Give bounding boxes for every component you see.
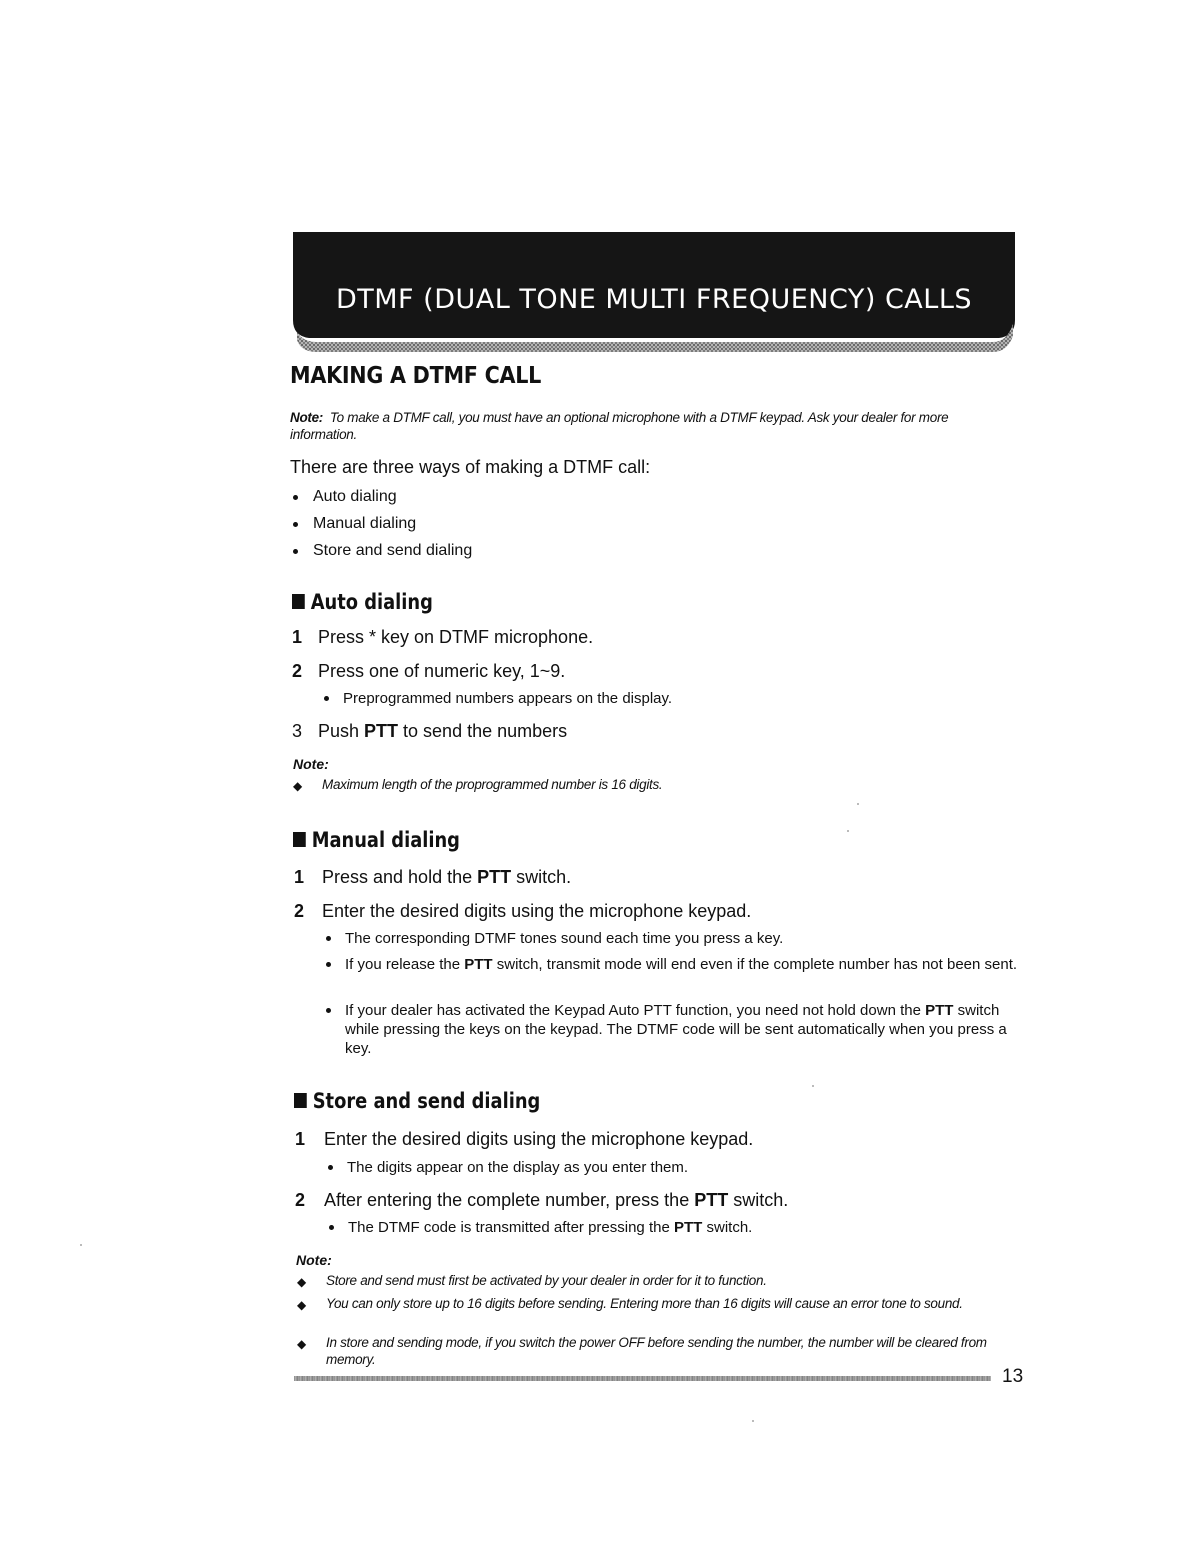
manual-step-1	[294, 867, 571, 888]
ways-list	[291, 486, 472, 567]
bullet-text: If your dealer has activated the Keypad Auto PTT function, you need not hold down the	[345, 1002, 926, 1019]
diamond-bullet-icon: ◆	[297, 1275, 306, 1289]
auto-step-1	[292, 627, 593, 648]
auto-bullet	[343, 689, 1003, 708]
bullet-icon	[326, 962, 331, 967]
bullet-text: switch while pressing the keys on the keypad. The DTMF code will be sent automatically when you press a key.	[345, 1002, 1007, 1057]
bullet-icon	[329, 1225, 334, 1230]
diamond-bullet-icon: ◆	[297, 1337, 306, 1351]
heading-text: Store and send dialing	[312, 1089, 541, 1113]
step-text: After entering the complete number, press the	[324, 1190, 695, 1210]
ptt-label: PTT	[925, 1002, 954, 1019]
scan-speck	[857, 803, 859, 805]
bullet-text: If you release the	[345, 956, 465, 973]
store-step-2	[295, 1190, 788, 1211]
list-item: Auto dialing	[291, 486, 472, 513]
bullet-text: The corresponding DTMF tones sound each time you press a key.	[345, 930, 784, 947]
square-bullet-icon	[294, 1093, 307, 1108]
store-note	[297, 1272, 1016, 1289]
note-text: In store and sending mode, if you switch the power OFF before sending the number, the number will be cleared from memory.	[326, 1335, 987, 1367]
step-text: Enter the desired digits using the microphone keypad.	[324, 1129, 754, 1149]
scan-speck	[80, 1244, 82, 1246]
diamond-bullet-icon: ◆	[297, 1298, 306, 1312]
step-text: Press and hold the	[322, 867, 478, 887]
diamond-bullet-icon: ◆	[293, 779, 302, 793]
store-bullet	[347, 1158, 1007, 1177]
step-number: 1	[294, 867, 305, 887]
banner-title: DTMF (DUAL TONE MULTI FREQUENCY) CALLS	[335, 284, 973, 315]
step-number: 2	[294, 901, 305, 921]
bullet-icon	[326, 1008, 331, 1013]
store-step-1	[295, 1129, 753, 1150]
step-number: 2	[292, 661, 303, 681]
step-text: Enter the desired digits using the microphone keypad.	[322, 901, 752, 921]
intro-text: There are three ways of making a DTMF call:	[290, 457, 651, 477]
bullet-text: The digits appear on the display as you enter them.	[347, 1159, 689, 1176]
store-dialing-heading	[294, 1089, 540, 1113]
step-text: switch.	[511, 867, 572, 887]
note-label: Note:	[293, 756, 329, 772]
footer-rule	[294, 1376, 991, 1381]
scan-speck	[752, 1420, 754, 1422]
note-text: To make a DTMF call, you must have an optional microphone with a DTMF keypad. Ask your dealer for more information.	[290, 410, 949, 442]
heading-text: Manual dialing	[311, 828, 460, 852]
step-text: Press one of numeric key, 1~9.	[318, 661, 566, 681]
note-text: You can only store up to 16 digits before sending. Entering more than 16 digits will cause an error tone to sound.	[326, 1296, 963, 1311]
ptt-label: PTT	[464, 956, 493, 973]
manual-dialing-heading	[293, 828, 460, 852]
section-title: MAKING A DTMF CALL	[290, 363, 542, 389]
scan-speck	[812, 1085, 814, 1087]
step-number: 1	[295, 1129, 306, 1149]
top-note	[290, 409, 1010, 443]
list-item: Store and send dialing	[291, 540, 472, 567]
step-number: 3	[292, 721, 303, 741]
ptt-label: PTT	[477, 867, 512, 887]
manual-bullet	[345, 1001, 1025, 1058]
bullet-icon	[324, 696, 329, 701]
scan-speck	[847, 830, 849, 832]
step-number: 2	[295, 1190, 306, 1210]
manual-bullet	[345, 929, 1025, 948]
step-text: Press * key on DTMF microphone.	[318, 627, 594, 647]
manual-step-2	[294, 901, 751, 922]
heading-text: Auto dialing	[310, 590, 433, 614]
list-item: Manual dialing	[291, 513, 472, 540]
ptt-label: PTT	[694, 1190, 729, 1210]
store-note	[297, 1334, 1016, 1368]
ptt-label: PTT	[364, 721, 399, 741]
square-bullet-icon	[293, 832, 306, 847]
note-text: Maximum length of the proprogrammed number is 16 digits.	[322, 777, 663, 792]
chapter-banner	[293, 232, 1015, 352]
bullet-text: switch, transmit mode will end even if the complete number has not been sent.	[492, 956, 1018, 973]
bullet-icon	[328, 1165, 333, 1170]
step-text: switch.	[728, 1190, 789, 1210]
bullet-text: The DTMF code is transmitted after pressing the	[348, 1219, 674, 1236]
ptt-label: PTT	[673, 1219, 703, 1236]
bullet-text: switch.	[702, 1219, 753, 1236]
auto-note	[293, 776, 1002, 793]
note-label: Note:	[296, 1252, 332, 1268]
note-text: Store and send must first be activated by your dealer in order for it to function.	[326, 1273, 767, 1288]
step-text: Push	[318, 721, 365, 741]
bullet-icon	[326, 936, 331, 941]
page-number: 13	[1002, 1366, 1024, 1387]
step-number: 1	[292, 627, 303, 647]
note-label: Note:	[290, 410, 323, 425]
bullet-text: Preprogrammed numbers appears on the display.	[343, 690, 673, 707]
auto-step-2	[292, 661, 565, 682]
auto-dialing-heading	[292, 590, 433, 614]
store-bullet	[348, 1218, 1008, 1237]
square-bullet-icon	[292, 594, 305, 609]
step-text: to send the numbers	[398, 721, 568, 741]
store-note	[297, 1295, 1016, 1312]
auto-step-3	[292, 721, 567, 742]
manual-bullet	[345, 955, 1025, 974]
